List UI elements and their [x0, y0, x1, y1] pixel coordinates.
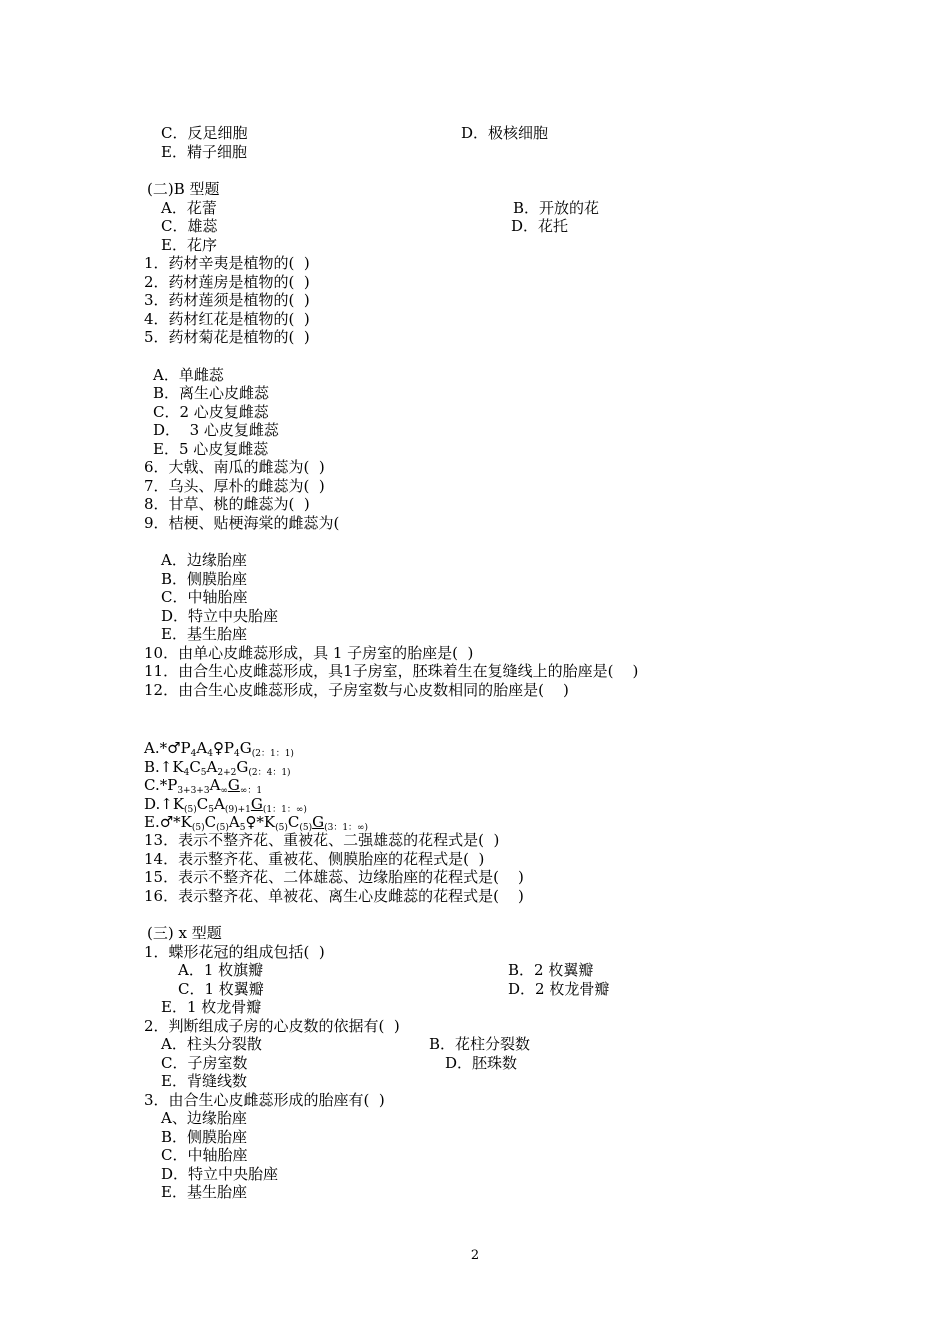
option-c: C．雄蕊 — [161, 217, 218, 235]
option-e: E．1 枚龙骨瓣 — [161, 998, 262, 1016]
option-e: E．基生胎座 — [161, 1183, 247, 1201]
question: 9．桔梗、贴梗海棠的雌蕊为( — [144, 514, 340, 532]
option-b: B．侧膜胎座 — [161, 570, 248, 588]
question: 11．由合生心皮雌蕊形成，具1子房室，胚珠着生在复缝线上的胎座是( ) — [144, 662, 639, 680]
question: 6．大戟、南瓜的雌蕊为( ) — [144, 458, 325, 476]
question: 14．表示整齐花、重被花、侧膜胎座的花程式是( ) — [144, 850, 485, 868]
question: 3．药材莲须是植物的( ) — [144, 291, 310, 309]
floral-formula-d: $D.↑K_{(5)}C_5A_{(9)+1}G_{(1:1:\infty)}$ — [144, 795, 307, 815]
question: 12．由合生心皮雌蕊形成，子房室数与心皮数相同的胎座是( ) — [144, 681, 569, 699]
option-d: D．2 枚龙骨瓣 — [508, 980, 610, 998]
question: 13．表示不整齐花、重被花、二强雄蕊的花程式是( ) — [144, 831, 500, 849]
floral-formula-b: $B.↑K_4C_5A_{2+2}G_{(2:4:1)}$ — [144, 758, 291, 778]
section-heading-x-type: (三) x 型题 — [147, 924, 222, 942]
question: 7．乌头、厚朴的雌蕊为( ) — [144, 477, 325, 495]
question: 5．药材菊花是植物的( ) — [144, 328, 310, 346]
option-e: E．背缝线数 — [161, 1072, 247, 1090]
option-e: E．5 心皮复雌蕊 — [153, 440, 269, 458]
option-c: C．子房室数 — [161, 1054, 248, 1072]
question: 1．蝶形花冠的组成包括( ) — [144, 943, 325, 961]
question: 4．药材红花是植物的( ) — [144, 310, 310, 328]
option-c: C．1 枚翼瓣 — [178, 980, 264, 998]
question: 1．药材辛夷是植物的( ) — [144, 254, 310, 272]
floral-formula-e: $E.♂*K_{(5)}C_{(5)}A_5♀*K_{(5)}C_{(5)}G_{(3:1:\infty)}$ — [144, 813, 369, 833]
option-c: C．中轴胎座 — [161, 1146, 248, 1164]
question: 8．甘草、桃的雌蕊为( ) — [144, 495, 310, 513]
option-b: B．离生心皮雌蕊 — [153, 384, 270, 402]
option-a: A．1 枚旗瓣 — [178, 961, 264, 979]
question: 2．判断组成子房的心皮数的依据有( ) — [144, 1017, 400, 1035]
option-d: D．特立中央胎座 — [161, 607, 279, 625]
option-d: D．极核细胞 — [461, 124, 549, 142]
option-d: D．胚珠数 — [445, 1054, 518, 1072]
section-heading-b-type: (二)B 型题 — [147, 180, 220, 198]
option-a: A．边缘胎座 — [161, 551, 247, 569]
option-e: E．基生胎座 — [161, 625, 247, 643]
floral-formula-a: $A.*♂P_4A_4♀P_4G_{(2:1:1)}$ — [144, 739, 294, 759]
option-a: A、边缘胎座 — [161, 1109, 247, 1127]
option-e: E．精子细胞 — [161, 143, 247, 161]
option-a: A．柱头分裂散 — [161, 1035, 262, 1053]
option-b: B．2 枚翼瓣 — [508, 961, 594, 979]
question: 2．药材莲房是植物的( ) — [144, 273, 310, 291]
option-b: B．开放的花 — [513, 199, 600, 217]
option-b: B．侧膜胎座 — [161, 1128, 248, 1146]
question: 15．表示不整齐花、二体雄蕊、边缘胎座的花程式是( ) — [144, 868, 524, 886]
floral-formula-c: $C.*P_{3+3+3}A_\infty G_{\infty:1}$ — [144, 776, 263, 796]
question: 3．由合生心皮雌蕊形成的胎座有( ) — [144, 1091, 385, 1109]
question: 10．由单心皮雌蕊形成，具 1 子房室的胎座是( ) — [144, 644, 474, 662]
option-d: D． 3 心皮复雌蕊 — [153, 421, 279, 439]
option-d: D．花托 — [511, 217, 569, 235]
option-e: E．花序 — [161, 236, 217, 254]
option-a: A．单雌蕊 — [153, 366, 224, 384]
option-c: C．反足细胞 — [161, 124, 248, 142]
option-c: C．中轴胎座 — [161, 588, 248, 606]
page-number: 2 — [470, 1248, 480, 1263]
option-c: C．2 心皮复雌蕊 — [153, 403, 269, 421]
question: 16．表示整齐花、单被花、离生心皮雌蕊的花程式是( ) — [144, 887, 524, 905]
option-a: A．花蕾 — [161, 199, 217, 217]
option-b: B．花柱分裂数 — [429, 1035, 531, 1053]
option-d: D．特立中央胎座 — [161, 1165, 279, 1183]
